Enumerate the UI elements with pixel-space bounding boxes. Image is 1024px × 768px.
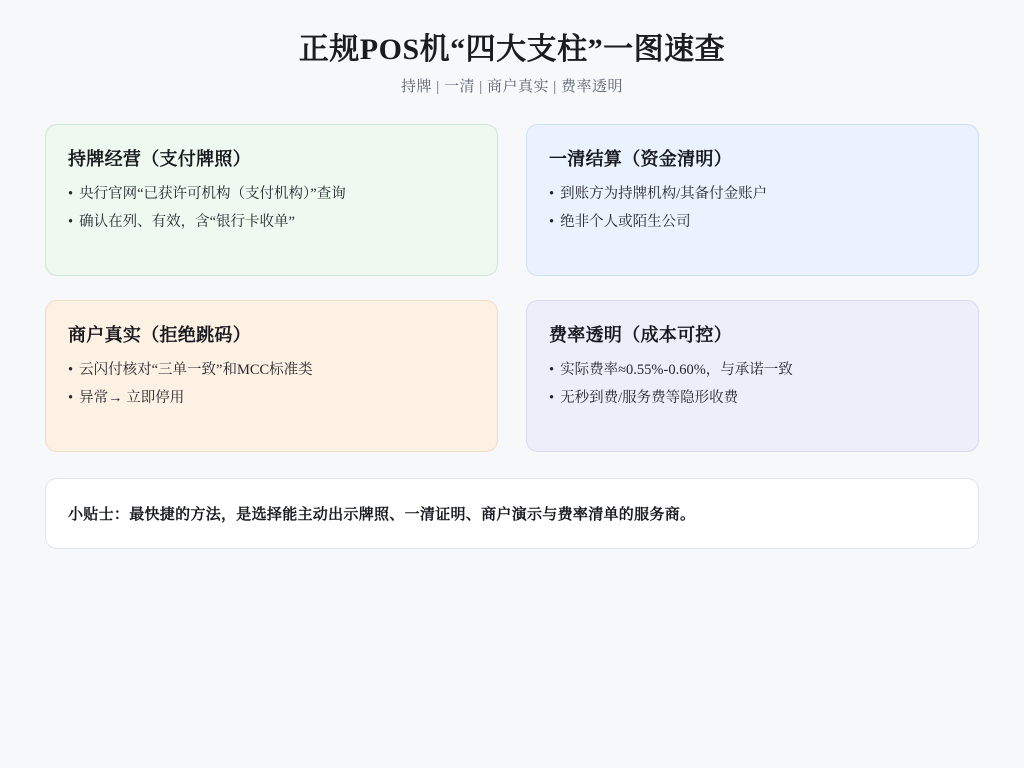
card-title: 一清结算（资金清明） [549,149,732,169]
card-bullet-text: 异常→ 立即停用 [79,390,185,407]
pillar-card-licensing [45,124,498,276]
card-bullet-text: 确认在列、有效，含“银行卡收单” [79,214,295,231]
bullet-dot-icon: • [68,186,74,202]
card-bullet-text: 绝非个人或陌生公司 [560,214,691,231]
tip-text: 小贴士：最快捷的方法，是选择能主动出示牌照、一清证明、商户演示与费率清单的服务商。 [68,507,696,523]
card-bullet [68,211,475,233]
tip-banner [45,478,979,549]
card-title: 商户真实（拒绝跳码） [68,325,251,345]
pillar-card-fee-transparency [526,300,979,452]
pillar-card-grid [45,124,979,452]
bullet-dot-icon: • [549,390,555,407]
card-bullet [68,387,475,409]
bullet-dot-icon: • [549,214,555,231]
card-bullet-text: 云闪付核对“三单一致”和MCC标准类 [79,362,313,378]
pillar-card-settlement [526,124,979,276]
card-bullet [549,211,956,233]
page-title: 正规POS机“四大支柱”一图速查 [298,33,726,66]
page-subtitle: 持牌 | 一清 | 商户真实 | 费率透明 [400,79,623,95]
card-bullet [549,183,956,205]
bullet-dot-icon: • [549,362,555,378]
bullet-dot-icon: • [68,362,74,378]
pillar-card-merchant-authenticity [45,300,498,452]
bullet-dot-icon: • [68,214,74,231]
card-bullet [68,183,475,205]
card-bullet [549,359,956,381]
card-bullet [549,387,956,409]
card-bullet-text: 无秒到费/服务费等隐形收费 [560,390,739,407]
card-title: 持牌经营（支付牌照） [68,149,251,169]
card-bullet-text: 实际费率≈0.55%-0.60%，与承诺一致 [560,362,793,378]
card-bullet-text: 到账方为持牌机构/其备付金账户 [560,186,768,202]
card-title: 费率透明（成本可控） [549,325,732,345]
card-bullet-text: 央行官网“已获许可机构（支付机构）”查询 [79,186,346,202]
bullet-dot-icon: • [549,186,555,202]
card-bullet [68,359,475,381]
bullet-dot-icon: • [68,390,74,407]
